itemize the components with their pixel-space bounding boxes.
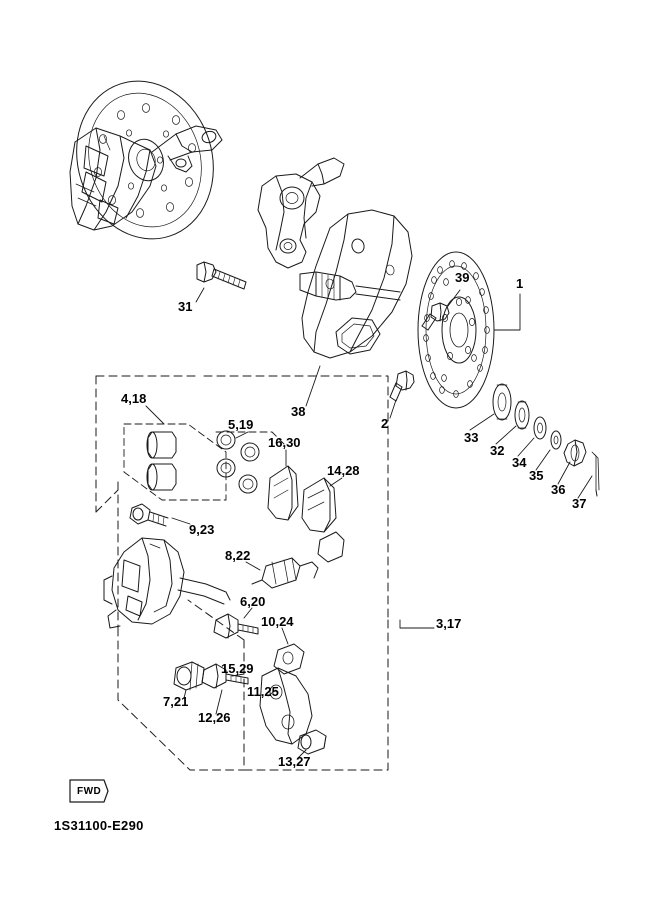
callout-8-22: 8,22: [225, 548, 251, 563]
bleed-screw-9-23: [130, 504, 168, 526]
callout-34: 34: [512, 455, 527, 470]
bolt-6-20: [214, 614, 258, 638]
callout-13-27: 13,27: [278, 754, 311, 769]
brake-pads: [268, 466, 344, 562]
callout-10-24: 10,24: [261, 614, 294, 629]
bolt-2: [390, 371, 414, 401]
piston-group-dashed-box: [124, 424, 284, 500]
drawing-number: 1S31100-E290: [54, 818, 144, 833]
callout-31: 31: [178, 299, 193, 314]
callout-36: 36: [551, 482, 566, 497]
pistons-and-seals: [147, 431, 259, 493]
callout-3-17: 3,17: [436, 616, 462, 631]
caliper-bracket-11-25: [260, 668, 326, 754]
callout-32: 32: [490, 443, 505, 458]
hub-hardware-stack: [493, 384, 599, 496]
callout-38: 38: [291, 404, 306, 419]
brake-disc-cover-38: [302, 210, 412, 358]
fwd-label: FWD: [77, 786, 102, 797]
callout-1: 1: [516, 276, 524, 291]
callout-7-21: 7,21: [163, 694, 189, 709]
callout-16-30: 16,30: [268, 435, 301, 450]
callout-5-19: 5,19: [228, 417, 254, 432]
callout-2: 2: [381, 416, 389, 431]
bolt-31: [197, 262, 246, 289]
pad-spring-8-22: [252, 558, 318, 588]
callout-6-20: 6,20: [240, 594, 266, 609]
callout-39: 39: [455, 270, 470, 285]
caliper-body-lower: [104, 538, 230, 628]
callout-9-23: 9,23: [189, 522, 215, 537]
callout-4-18: 4,18: [121, 391, 147, 406]
callout-15-29: 15,29: [221, 661, 254, 676]
fwd-direction-marker: [70, 780, 108, 802]
callout-37: 37: [572, 496, 587, 511]
callout-12-26: 12,26: [198, 710, 231, 725]
callout-14-28: 14,28: [327, 463, 360, 478]
steering-knuckle: [258, 158, 400, 300]
upper-left-brake-plate-assembly: [57, 63, 234, 257]
callout-35: 35: [529, 468, 544, 483]
callout-33: 33: [464, 430, 479, 445]
callout-11-25: 11,25: [247, 684, 279, 699]
